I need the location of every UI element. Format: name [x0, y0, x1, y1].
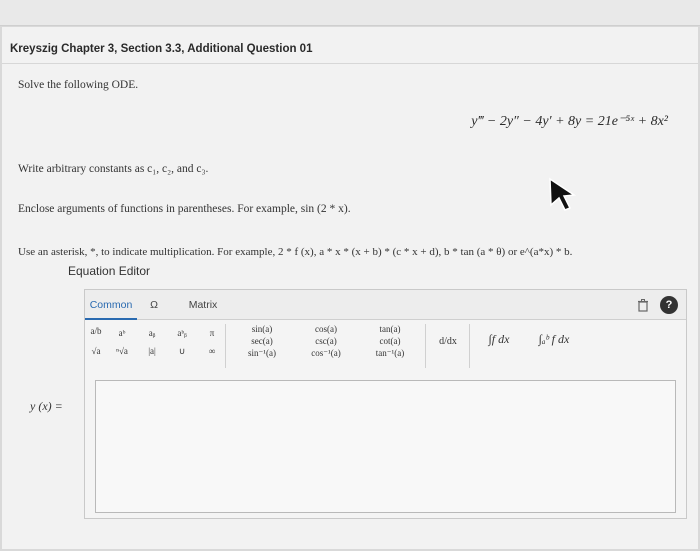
title-divider	[2, 63, 698, 64]
question-title: Kreyszig Chapter 3, Section 3.3, Additional Question 01	[10, 43, 313, 55]
arctan-button[interactable]: tan⁻¹(a)	[375, 348, 405, 358]
note-parentheses: Enclose arguments of functions in parentheses. For example, sin (2 * x).	[18, 203, 351, 215]
sub-superscript-button[interactable]: aᵇᵦ	[177, 328, 187, 338]
nth-root-button[interactable]: ⁿ√a	[116, 346, 128, 356]
infinity-button[interactable]: ∞	[208, 346, 216, 356]
definite-integral-button[interactable]: ∫ₐᵇ f dx	[538, 332, 570, 346]
palette-separator	[469, 324, 470, 368]
tab-matrix[interactable]: Matrix	[188, 299, 218, 311]
note-constants: Write arbitrary constants as c₁, c₂, and c₃.	[18, 163, 209, 175]
answer-input[interactable]	[95, 380, 676, 513]
cos-button[interactable]: cos(a)	[315, 324, 337, 334]
fraction-button[interactable]: a/b	[90, 326, 102, 336]
sqrt-button[interactable]: √a	[91, 346, 101, 356]
palette-separator	[425, 324, 426, 368]
cot-button[interactable]: cot(a)	[379, 336, 401, 346]
editor-tabs	[85, 290, 686, 320]
trash-icon[interactable]	[634, 296, 652, 314]
sin-button[interactable]: sin(a)	[251, 324, 273, 334]
sec-button[interactable]: sec(a)	[251, 336, 273, 346]
help-icon[interactable]: ?	[660, 296, 678, 314]
arccos-button[interactable]: cos⁻¹(a)	[311, 348, 341, 358]
power-button[interactable]: aᵇ	[118, 328, 126, 338]
tab-symbols[interactable]: Ω	[150, 299, 158, 311]
question-prompt: Solve the following ODE.	[18, 79, 139, 91]
ode-equation: y‴ − 2y″ − 4y′ + 8y = 21e⁻⁵ˣ + 8x²	[471, 114, 668, 129]
palette-separator	[225, 324, 226, 368]
tab-common[interactable]: Common	[85, 290, 137, 320]
subscript-button[interactable]: aᵦ	[148, 328, 156, 338]
csc-button[interactable]: csc(a)	[315, 336, 337, 346]
equation-editor-label: Equation Editor	[68, 264, 151, 278]
tan-button[interactable]: tan(a)	[379, 324, 401, 334]
note-asterisk: Use an asterisk, *, to indicate multiplication. For example, 2 * f (x), a * x * (x + b) * (c * x + d), b * tan (a * θ) or e^(a*x) * b.	[18, 246, 573, 258]
pi-button[interactable]: π	[209, 328, 215, 338]
browser-top-strip	[0, 0, 700, 26]
derivative-button[interactable]: d/dx	[439, 336, 457, 347]
arcsin-button[interactable]: sin⁻¹(a)	[248, 348, 276, 358]
integral-button[interactable]: ∫f dx	[488, 332, 510, 346]
union-button[interactable]: ∪	[178, 346, 186, 356]
symbol-palette	[85, 320, 686, 374]
answer-label: y (x) =	[30, 399, 63, 413]
abs-button[interactable]: |a|	[148, 346, 156, 356]
equation-editor	[84, 289, 687, 519]
mouse-cursor-icon	[547, 177, 577, 211]
